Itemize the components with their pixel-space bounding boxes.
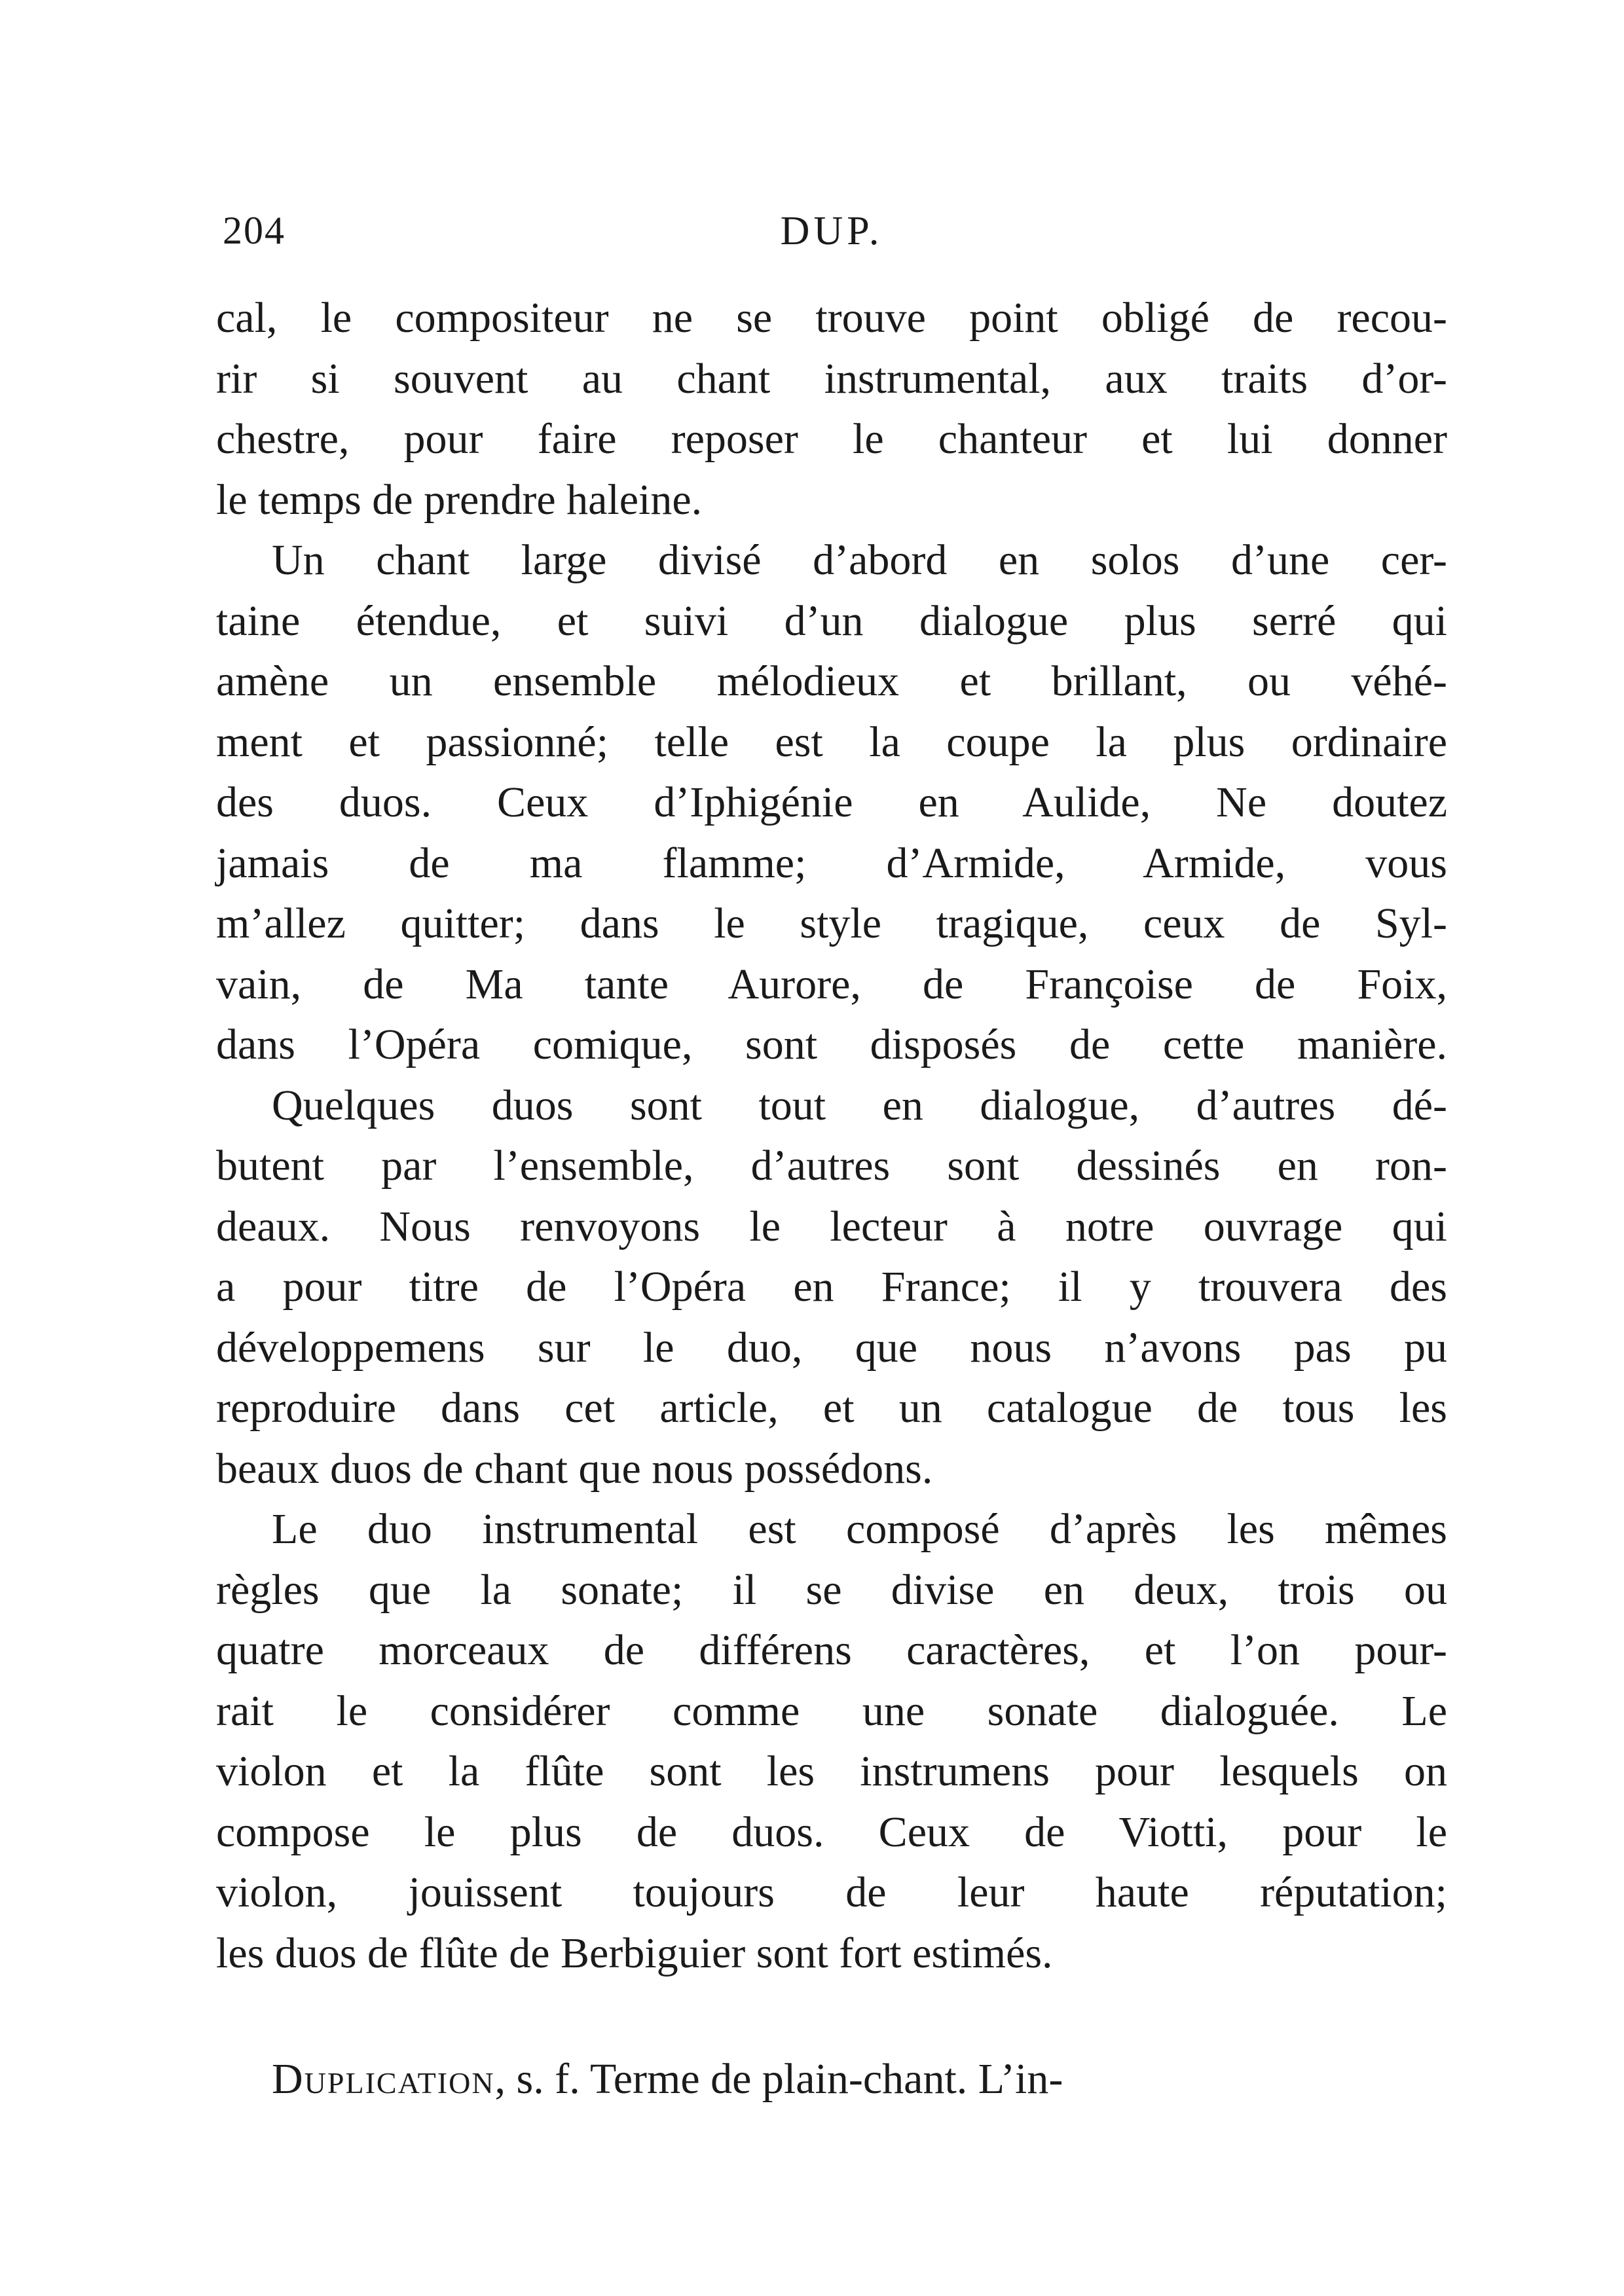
paragraph-4 [216, 1499, 1447, 1984]
text-line: a pour titre de l’Opéra en France; il y trouvera des [216, 1263, 1447, 1311]
text-line: quatre morceaux de différens caractères, et l’on pour- [216, 1626, 1447, 1674]
text-line: amène un ensemble mélodieux et brillant, ou véhé- [216, 657, 1447, 705]
paragraph-3 [216, 1076, 1447, 1500]
text-line: vain, de Ma tante Aurore, de Françoise de Foix, [216, 960, 1447, 1008]
text-line: violon et la flûte sont les instrumens pour lesquels on [216, 1747, 1447, 1795]
text-line: développemens sur le duo, que nous n’avons pas pu [216, 1323, 1447, 1372]
text-line: compose le plus de duos. Ceux de Viotti, pour le [216, 1808, 1447, 1856]
text-line: dans l’Opéra comique, sont disposés de cette manière. [216, 1021, 1447, 1068]
text-line: chestre, pour faire reposer le chanteur et lui donner [216, 415, 1447, 463]
page-header [223, 208, 1441, 267]
text-line: Un chant large divisé d’abord en solos d’une cer- [272, 536, 1447, 584]
text-line: violon, jouissent toujours de leur haute réputation; [216, 1868, 1447, 1916]
text-line: m’allez quitter; dans le style tragique, ceux de Syl- [216, 900, 1447, 947]
text-line: butent par l’ensemble, d’autres sont dessinés en ron- [216, 1142, 1447, 1190]
text-line: taine étendue, et suivi d’un dialogue plus serré qui [216, 596, 1447, 645]
paragraph-2 [216, 530, 1447, 1076]
text-line: deaux. Nous renvoyons le lecteur à notre ouvrage qui [216, 1202, 1447, 1250]
dictionary-entry [216, 2049, 1447, 2110]
text-line: reproduire dans cet article, et un catalogue de tous les [216, 1384, 1447, 1432]
text-line: les duos de flûte de Berbiguier sont fort estimés. [216, 1929, 1053, 1977]
text-line: Le duo instrumental est composé d’après les mêmes [272, 1505, 1447, 1553]
text-line: rir si souvent au chant instrumental, aux traits d’or- [216, 354, 1447, 403]
page-number: 204 [223, 209, 286, 252]
text-line: des duos. Ceux d’Iphigénie en Aulide, Ne doutez [216, 778, 1447, 826]
paragraph-1 [216, 288, 1447, 530]
text-line: le temps de prendre haleine. [216, 475, 703, 524]
text-line: beaux duos de chant que nous possédons. [216, 1444, 933, 1493]
text-line: cal, le compositeur ne se trouve point obligé de recou- [216, 294, 1447, 342]
body-text [216, 288, 1447, 1984]
entry-definition: , s. f. Terme de plain-chant. L’in- [494, 2055, 1063, 2103]
entry-line [216, 2049, 1447, 2110]
running-head: DUP. [780, 209, 883, 253]
text-line: jamais de ma flamme; d’Armide, Armide, vous [216, 839, 1447, 887]
entry-headword: Duplication [272, 2055, 495, 2103]
text-line: Quelques duos sont tout en dialogue, d’autres dé- [272, 1081, 1447, 1129]
text-line: ment et passionné; telle est la coupe la plus ordinaire [216, 718, 1447, 766]
text-line: rait le considérer comme une sonate dialoguée. Le [216, 1686, 1447, 1735]
text-line: règles que la sonate; il se divise en deux, trois ou [216, 1565, 1447, 1614]
